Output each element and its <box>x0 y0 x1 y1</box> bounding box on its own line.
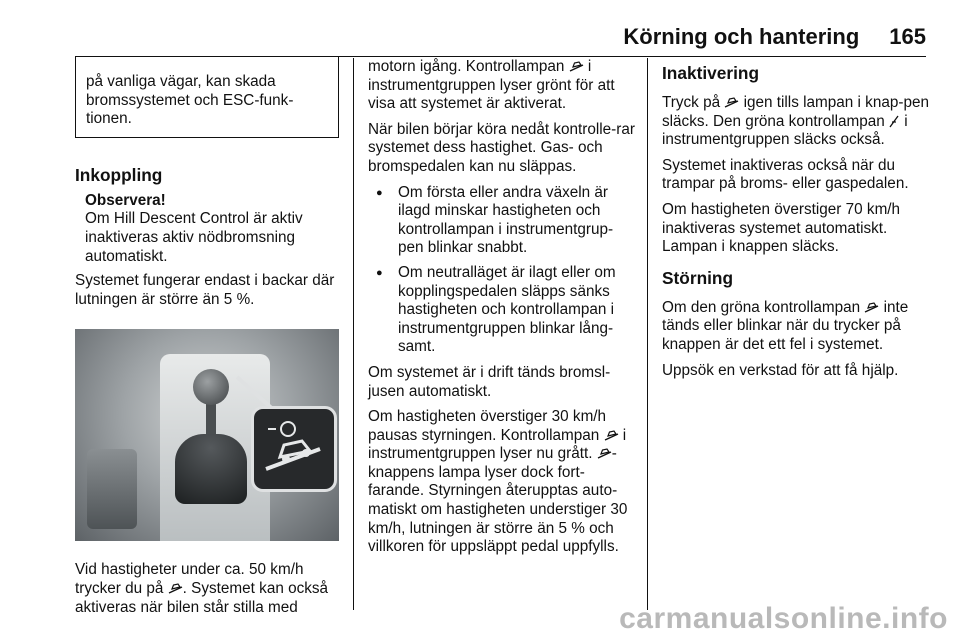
note-text: Om Hill Descent Control är aktiv inaktiveras aktiv nödbromsning automatiskt. <box>85 210 303 265</box>
heading-storning: Störning <box>662 267 734 288</box>
hill-descent-icon <box>168 581 183 595</box>
hill-descent-icon <box>604 428 619 442</box>
console-photo <box>75 329 339 541</box>
para-fault: Om den gröna kontrollampan inte tänds eller blinkar när du trycker på knappen är det ett fel i systemet. <box>662 298 909 353</box>
hill-descent-icon <box>569 59 584 73</box>
heading-inaktivering: Inaktivering <box>662 63 759 83</box>
hill-descent-icon <box>724 95 739 109</box>
hill-descent-icon <box>889 114 900 128</box>
header-title: Körning och hantering <box>623 24 860 49</box>
watermark: carmanualsonline.info <box>619 602 948 635</box>
column-divider-2 <box>647 58 648 610</box>
hill-descent-icon <box>864 300 879 314</box>
hill-descent-icon <box>597 446 612 460</box>
para-speed-deactivate: Om hastigheten överstiger 70 km/h inaktiveras systemet automatiskt. Lampan i knappen släcks. <box>662 200 901 256</box>
para-deactivate: Tryck på igen tills lampan i knap-pen släcks. Den gröna kontrollampan i instrumentgruppen släcks också. <box>662 94 929 149</box>
list-item: ● Om första eller andra växeln är ilagd minskar hastigheten och kontrollampan i instrumentgrup-pen blinkar snabbt. <box>398 184 636 258</box>
para-workshop: Uppsök en verkstad för att få hjälp. <box>662 361 899 379</box>
column-2 <box>368 58 636 564</box>
para-conditions: Systemet fungerar endast i backar där lutningen är större än 5 %. <box>75 272 335 308</box>
page-header <box>600 24 926 50</box>
para-brake-lights: Om systemet är i drift tänds bromsl-jusen automatiskt. <box>368 363 611 400</box>
column-3 <box>662 58 930 387</box>
note-title: Observera! <box>85 191 166 209</box>
note-observera <box>75 192 339 266</box>
bullet-list <box>368 184 636 357</box>
para-speed: Vid hastigheter under ca. 50 km/h trycker du på . Systemet kan också aktiveras när bilen står stilla med <box>75 561 329 616</box>
list-item: ● Om neutralläget är ilagt eller om kopplingspedalen släpps sänks hastigheten och kontrollampan i instrumentgruppen blinkar lång-samt. <box>398 264 636 357</box>
hill-descent-button-closeup <box>251 406 337 492</box>
para-speed-control: När bilen börjar köra nedåt kontrolle-rar systemet dess hastighet. Gas- och bromspedalen kan nu släppas. <box>368 120 635 175</box>
heading-inkoppling: Inkoppling <box>75 164 163 185</box>
warning-box-text: på vanliga vägar, kan skada bromssystemet och ESC-funk-tionen. <box>86 73 294 128</box>
page-number: 165 <box>889 24 926 49</box>
warning-box <box>75 56 339 138</box>
column-divider-1 <box>353 58 354 610</box>
para-pedal-deactivate: Systemet inaktiveras också när du trampar på broms- eller gaspedalen. <box>662 156 909 193</box>
para-pause: Om hastigheten överstiger 30 km/h pausas styrningen. Kontrollampan i instrumentgruppen lyser nu grått. -knappens lampa lyser dock fort-farande. Styrningen återupptas auto-matiskt om hastigheten understiger 30 km/h, lutningen är större än 5 % och villkoren för uppsläppt pedal uppfylls. <box>368 408 628 556</box>
para-lamp-green: motorn igång. Kontrollampan i instrumentgruppen lyser grönt för att visa att systemet är aktiverat. <box>368 58 615 113</box>
hill-descent-icon <box>262 419 324 475</box>
column-1 <box>75 58 339 624</box>
